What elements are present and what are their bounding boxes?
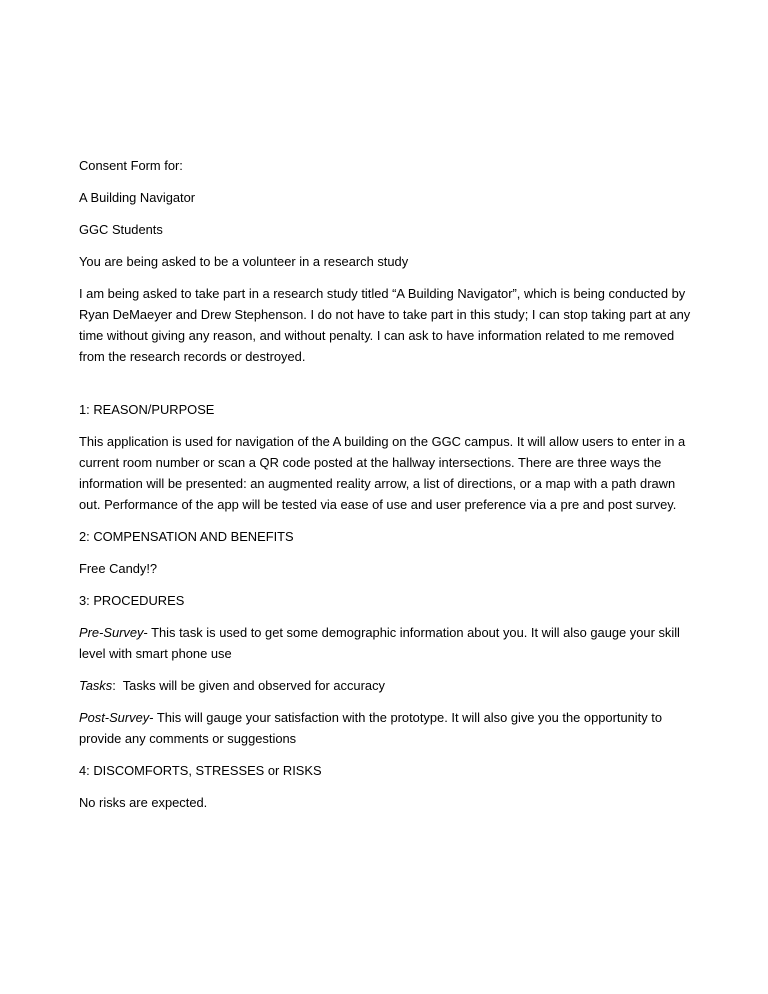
procedure-text: This will gauge your satisfaction with the prototype. It will also give you the opportunity to provide any comments or suggestions	[79, 710, 663, 746]
procedure-label: Pre-Survey	[79, 625, 144, 640]
procedure-separator: :	[112, 678, 123, 693]
study-name: A Building Navigator	[79, 190, 196, 205]
procedure-item-tasks	[79, 675, 699, 696]
section-heading-procedures: 3: PROCEDURES	[79, 593, 185, 608]
section-heading-compensation: 2: COMPENSATION AND BENEFITS	[79, 529, 294, 544]
procedure-separator: -	[149, 710, 157, 725]
procedure-label: Tasks	[79, 678, 113, 693]
participant-group: GGC Students	[79, 222, 163, 237]
consent-document	[79, 155, 699, 824]
intro-paragraph: I am being asked to take part in a research study titled “A Building Navigator”, which is being conducted by Ryan DeMaeyer and Drew Stephenson. I do not have to take part in this study; I can stop taking part at any time without giving any reason, and without penalty. I can ask to have information related to me removed from the research records or destroyed.	[79, 286, 691, 364]
procedure-separator: -	[143, 625, 152, 640]
section-body-reason: This application is used for navigation of the A building on the GGC campus. It will allow users to enter in a current room number or scan a QR code posted at the hallway intersections. There are three ways the information will be presented: an augmented reality arrow, a list of directions, or a map with a path drawn out. Performance of the app will be tested via ease of use and user preference via a pre and post survey.	[79, 434, 686, 512]
procedure-label: Post-Survey	[79, 710, 150, 725]
procedure-text: Tasks will be given and observed for accuracy	[122, 678, 385, 693]
form-title: Consent Form for:	[79, 158, 183, 173]
section-body-risks: No risks are expected.	[79, 795, 208, 810]
procedure-item-pre-survey	[79, 622, 699, 664]
procedure-text: This task is used to get some demographic information about you. It will also gauge your skill level with smart phone use	[79, 625, 680, 661]
procedure-item-post-survey	[79, 707, 699, 749]
volunteer-notice: You are being asked to be a volunteer in a research study	[79, 254, 409, 269]
section-heading-reason: 1: REASON/PURPOSE	[79, 402, 215, 417]
section-heading-risks: 4: DISCOMFORTS, STRESSES or RISKS	[79, 763, 322, 778]
section-body-compensation: Free Candy!?	[79, 561, 158, 576]
